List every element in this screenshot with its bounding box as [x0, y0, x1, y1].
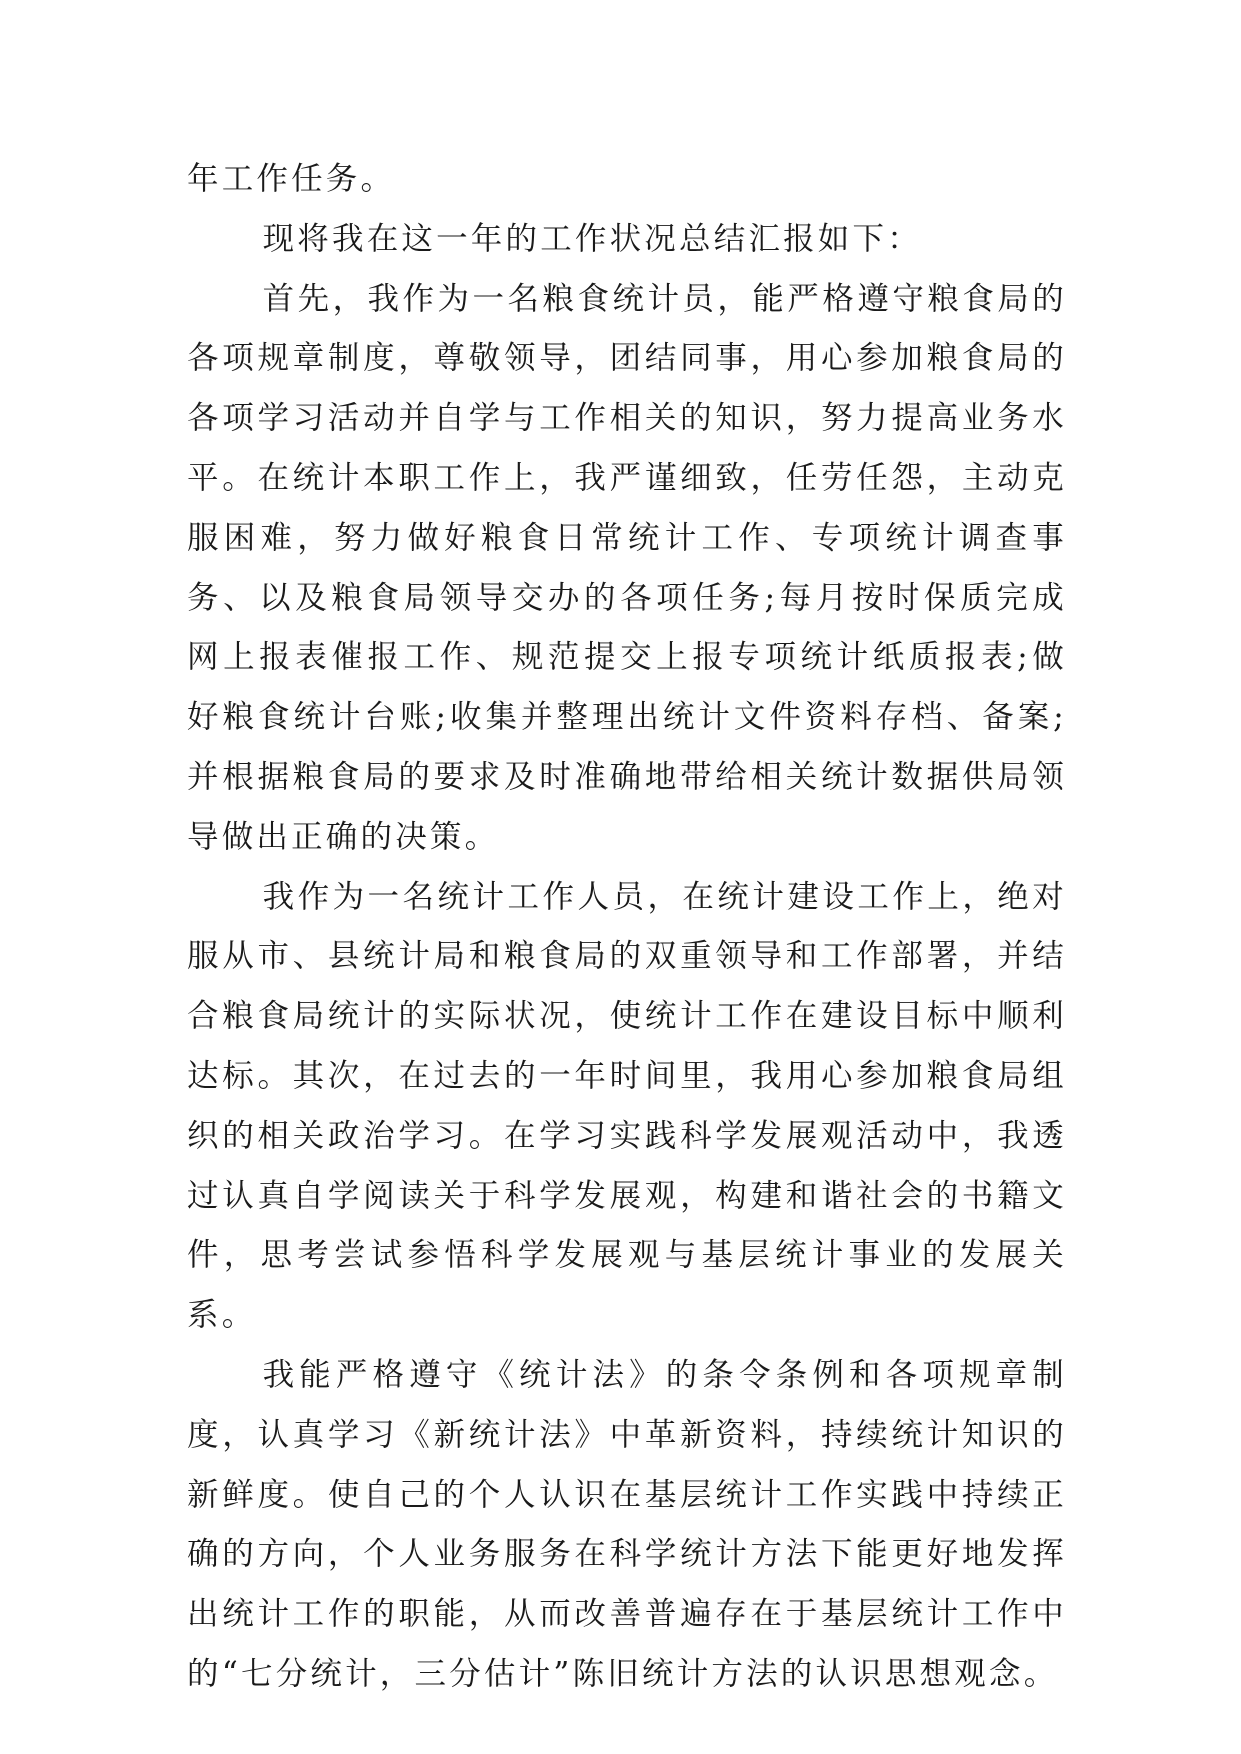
- paragraph-statistics-law: 我能严格遵守《统计法》的条令条例和各项规章制度，认真学习《新统计法》中革新资料，持续统计知识的新鲜度。使自己的个人认识在基层统计工作实践中持续正确的方向，个人业务服务在科学统计方法下能更好地发挥出统计工作的职能，从而改善普遍存在于基层统计工作中的“七分统计，三分估计”陈旧统计方法的认识思想观念。: [187, 1356, 1067, 1692]
- paragraph-continuation: 年工作任务。: [187, 161, 396, 197]
- paragraph-statistics-work: 我作为一名统计工作人员，在统计建设工作上，绝对服从市、县统计局和粮食局的双重领导和工作部署，并结合粮食局统计的实际状况，使统计工作在建设目标中顺利达标。其次，在过去的一年时间里，我用心参加粮食局组织的相关政治学习。在学习实践科学发展观活动中，我透过认真自学阅读关于科学发展观，构建和谐社会的书籍文件，思考尝试参悟科学发展观与基层统计事业的发展关系。: [187, 878, 1067, 1334]
- paragraph-intro: 现将我在这一年的工作状况总结汇报如下：: [262, 220, 922, 257]
- document-body: [187, 150, 1067, 1705]
- paragraph-first: 首先，我作为一名粮食统计员，能严格遵守粮食局的各项规章制度，尊敬领导，团结同事，用心参加粮食局的各项学习活动并自学与工作相关的知识，努力提高业务水平。在统计本职工作上，我严谨细致，任劳任怨，主动克服困难，努力做好粮食日常统计工作、专项统计调查事务、以及粮食局领导交办的各项任务;每月按时保质完成网上报表催报工作、规范提交上报专项统计纸质报表;做好粮食统计台账;收集并整理出统计文件资料存档、备案;并根据粮食局的要求及时准确地带给相关统计数据供局领导做出正确的决策。: [187, 280, 1067, 855]
